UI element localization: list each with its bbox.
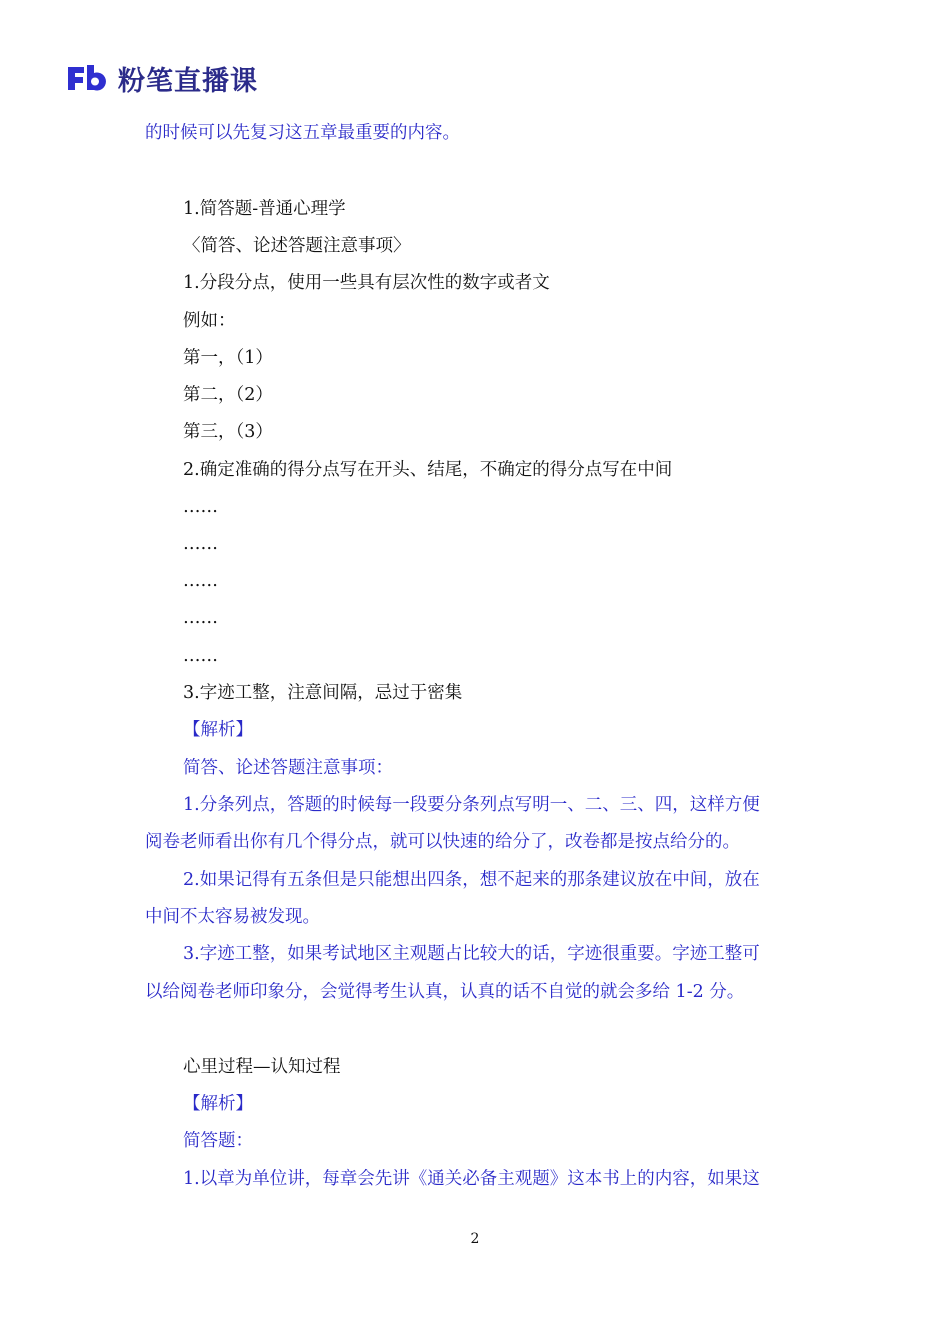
text-line: 1.分条列点，答题的时候每一段要分条列点写明一、二、三、四，这样方便 (183, 795, 760, 815)
text-line: 【解析】 (183, 1094, 253, 1114)
text-line: 阅卷老师看出你有几个得分点，就可以快速的给分了，改卷都是按点给分的。 (145, 832, 740, 852)
text-line: 3.字迹工整，如果考试地区主观题占比较大的话，字迹很重要。字迹工整可 (183, 944, 760, 964)
text-line: 1.简答题-普通心理学 (183, 199, 346, 219)
text-line: …… (183, 534, 218, 554)
text-line: 的时候可以先复习这五章最重要的内容。 (145, 123, 460, 143)
text-line: …… (183, 497, 218, 517)
text-line: …… (183, 646, 218, 666)
text-line: 2.确定准确的得分点写在开头、结尾，不确定的得分点写在中间 (183, 460, 673, 480)
text-line: 例如： (183, 311, 236, 331)
fb-logo-icon (66, 63, 110, 93)
text-line: …… (183, 608, 218, 628)
text-line: 第一，（1） (183, 348, 273, 368)
text-line: 【解析】 (183, 720, 253, 740)
text-line: 中间不太容易被发现。 (145, 907, 320, 927)
text-line: 第三，（3） (183, 422, 273, 442)
page-number: 2 (470, 1231, 480, 1247)
text-line: 心里过程—认知过程 (183, 1057, 341, 1077)
text-line: 1.以章为单位讲，每章会先讲《通关必备主观题》这本书上的内容，如果这 (183, 1169, 760, 1189)
text-line: …… (183, 571, 218, 591)
text-line: 3.字迹工整，注意间隔，忌过于密集 (183, 683, 463, 703)
text-line: 简答题： (183, 1131, 253, 1151)
text-line: 简答、论述答题注意事项： (183, 758, 393, 778)
text-line: 〈简答、论述答题注意事项〉 (183, 236, 411, 256)
text-line: 以给阅卷老师印象分，会觉得考生认真，认真的话不自觉的就会多给 1-2 分。 (145, 982, 745, 1002)
text-line: 2.如果记得有五条但是只能想出四条，想不起来的那条建议放在中间，放在 (183, 870, 760, 890)
brand-logo (66, 60, 258, 96)
text-line: 1.分段分点，使用一些具有层次性的数字或者文 (183, 273, 550, 293)
brand-name: 粉笔直播课 (118, 65, 258, 97)
text-line: 第二，（2） (183, 385, 273, 405)
